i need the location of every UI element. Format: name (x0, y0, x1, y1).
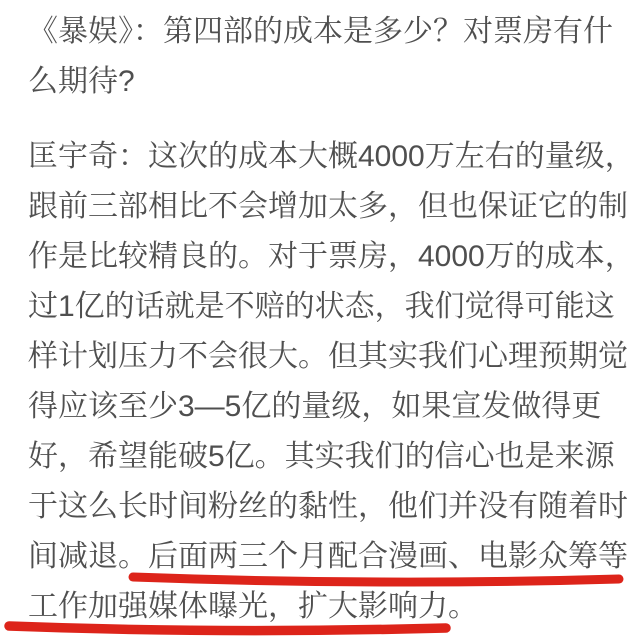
answer-line-7: 好，希望能破5亿。其实我们的信心也是来源 (28, 440, 615, 473)
answer-line-4: 过1亿的话就是不赔的状态，我们觉得可能这 (28, 290, 615, 323)
question-line-1: 《暴娱》：第四部的成本是多少？对票房有什 (28, 15, 613, 48)
answer-line-1: 匡宇奇：这次的成本大概4000万左右的量级， (28, 140, 635, 173)
answer-line-6: 得应该至少3—5亿的量级，如果宣发做得更 (28, 390, 602, 423)
answer-line-5: 样计划压力不会很大。但其实我们心理预期觉 (28, 340, 628, 373)
answer-line-8: 于这么长时间粉丝的黏性，他们并没有随着时 (28, 490, 628, 523)
answer-line-2: 跟前三部相比不会增加太多，但也保证它的制 (28, 190, 628, 223)
answer-line-3: 作是比较精良的。对于票房，4000万的成本， (28, 240, 635, 273)
question-line-2: 么期待? (28, 65, 135, 98)
answer-line-10: 工作加强媒体曝光，扩大影响力。 (28, 590, 478, 623)
interview-question (28, 7, 632, 107)
answer-line-9: 间减退。后面两三个月配合漫画、电影众筹等 (28, 540, 628, 573)
interview-answer (28, 132, 635, 632)
